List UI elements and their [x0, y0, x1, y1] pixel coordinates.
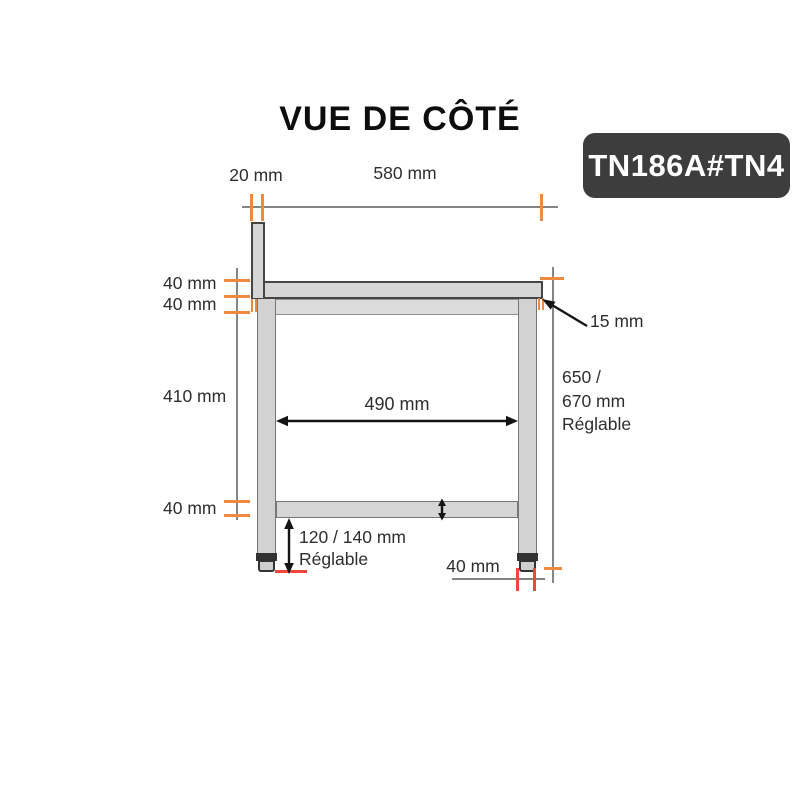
label-foot-width: 40 mm: [446, 556, 500, 576]
tick-right-bottom: [544, 567, 562, 570]
label-frame-height: 40 mm: [163, 294, 217, 314]
tick-top-3: [540, 194, 543, 221]
tick-foot-2: [533, 568, 536, 591]
label-inner-width: 490 mm: [364, 394, 430, 414]
tick-overhang-left-1: [251, 299, 253, 312]
table-backsplash: [251, 222, 265, 298]
tick-foot-1: [516, 568, 519, 591]
label-overhang: 15 mm: [590, 311, 644, 331]
table-worktop: [251, 281, 543, 299]
product-code-text: TN186A#TN4: [588, 147, 785, 183]
overhang-arrow: [540, 296, 590, 330]
dim-line-foot-width: [452, 578, 545, 580]
table-undershelf: [276, 501, 518, 518]
inner-width-arrow: [275, 411, 519, 431]
table-left-leg: [257, 298, 276, 554]
table-right-leg: [518, 298, 537, 554]
tick-left-3: [224, 311, 250, 314]
label-worktop-thickness: 40 mm: [163, 273, 217, 293]
tick-left-2: [224, 295, 250, 298]
label-height-line1: 650 /: [562, 367, 601, 387]
label-foot-height: [299, 527, 406, 570]
tick-top-1: [250, 194, 253, 221]
label-backsplash-thickness: 20 mm: [229, 165, 283, 185]
left-foot: [258, 560, 275, 572]
label-shelf-level: 40 mm: [163, 498, 217, 518]
dim-line-left: [236, 268, 238, 520]
label-height-line2: 670 mm: [562, 390, 626, 411]
tick-left-5: [224, 514, 250, 517]
tick-left-4: [224, 500, 250, 503]
table-apron: [258, 299, 537, 315]
page-title: VUE DE CÔTÉ: [279, 100, 521, 138]
tick-overhang-left-2: [255, 299, 257, 312]
tick-top-2: [261, 194, 264, 221]
foot-height-arrow: [279, 517, 299, 575]
shelf-thickness-arrow: [433, 498, 451, 521]
label-height-line3: Réglable: [562, 414, 632, 434]
product-code-badge: [583, 133, 790, 198]
dim-line-top: [242, 206, 558, 208]
label-foot-height-line1: 120 / 140 mm: [299, 527, 406, 547]
label-foot-height-line2: Réglable: [299, 548, 369, 569]
tick-left-1: [224, 279, 250, 282]
label-depth: 580 mm: [373, 163, 437, 183]
tick-right-top: [540, 277, 564, 280]
label-adjustable-height: [562, 366, 631, 437]
label-leg-clearance: 410 mm: [163, 386, 227, 406]
